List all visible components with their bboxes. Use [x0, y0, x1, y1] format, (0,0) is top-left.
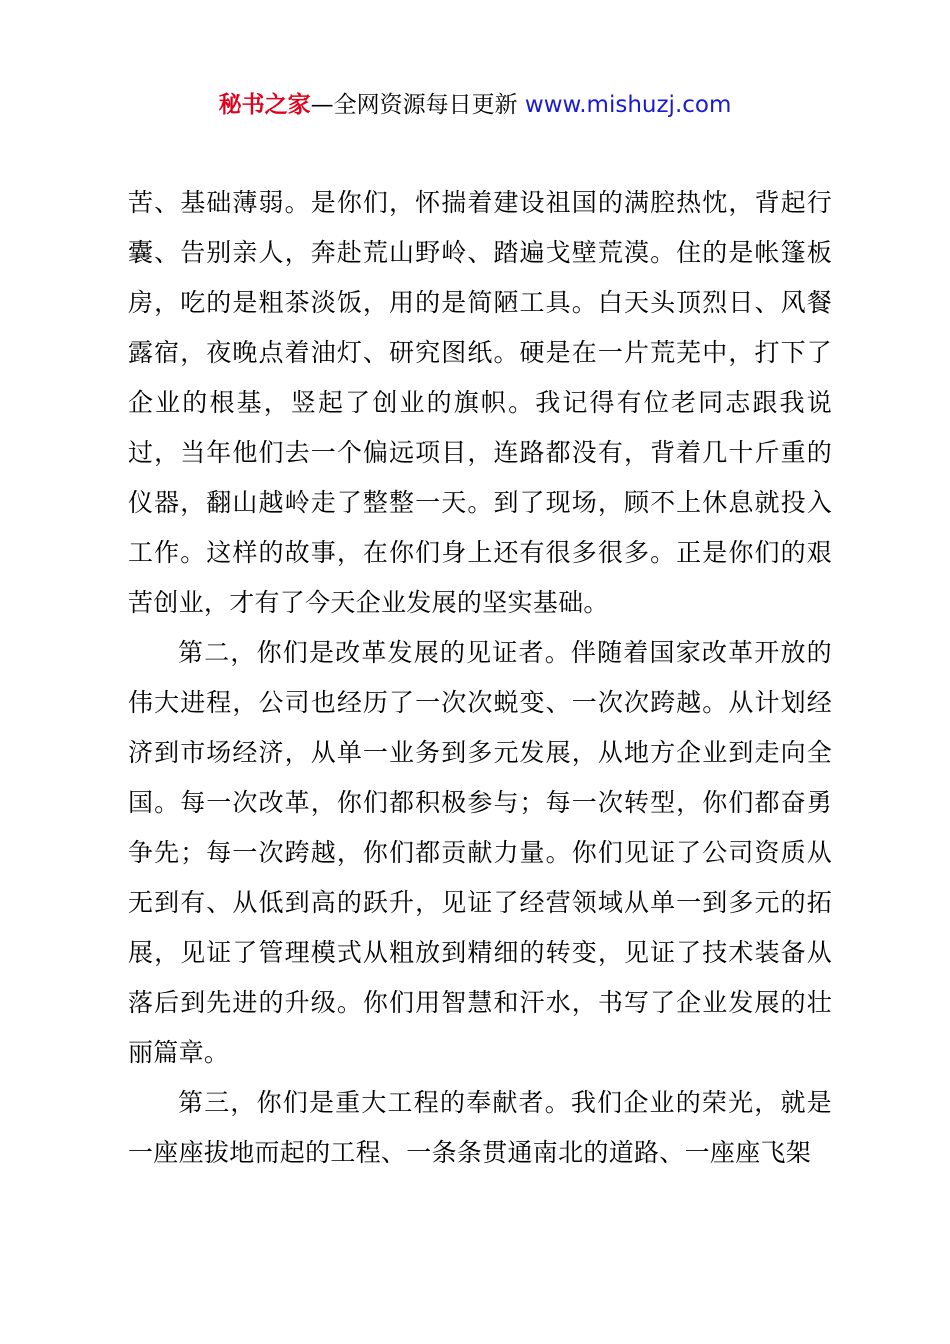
page-header	[0, 88, 950, 122]
paragraph-continuation: 苦、基础薄弱。是你们，怀揣着建设祖国的满腔热忱，背起行囊、告别亲人，奔赴荒山野岭、踏遍戈壁荒漠。住的是帐篷板房，吃的是粗茶淡饭，用的是简陋工具。白天头顶烈日、风餐露宿，夜晚点着油灯、研究图纸。硬是在一片荒芜中，打下了企业的根基，竖起了创业的旗帜。我记得有位老同志跟我说过，当年他们去一个偏远项目，连路都没有，背着几十斤重的仪器，翻山越岭走了整整一天。到了现场，顾不上休息就投入工作。这样的故事，在你们身上还有很多很多。正是你们的艰苦创业，才有了今天企业发展的坚实基础。	[128, 188, 832, 617]
brand-name: 秘书之家	[218, 92, 311, 118]
paragraph-second-point: 第二，你们是改革发展的见证者。伴随着国家改革开放的伟大进程，公司也经历了一次次蜕变、一次次跨越。从计划经济到市场经济，从单一业务到多元发展，从地方企业到走向全国。每一次改革，你们都积极参与；每一次转型，你们都奋勇争先；每一次跨越，你们都贡献力量。你们见证了公司资质从无到有、从低到高的跃升，见证了经营领域从单一到多元的拓展，见证了管理模式从粗放到精细的转变，见证了技术装备从落后到先进的升级。你们用智慧和汗水，书写了企业发展的壮丽篇章。	[128, 638, 832, 1067]
document-body	[128, 178, 832, 1178]
website-link[interactable]: www.mishuzj.com	[524, 92, 732, 118]
header-tagline: —全网资源每日更新	[310, 92, 525, 118]
paragraph-third-point: 第三，你们是重大工程的奉献者。我们企业的荣光，就是一座座拔地而起的工程、一条条贯通南北的道路、一座座飞架	[128, 1088, 832, 1167]
